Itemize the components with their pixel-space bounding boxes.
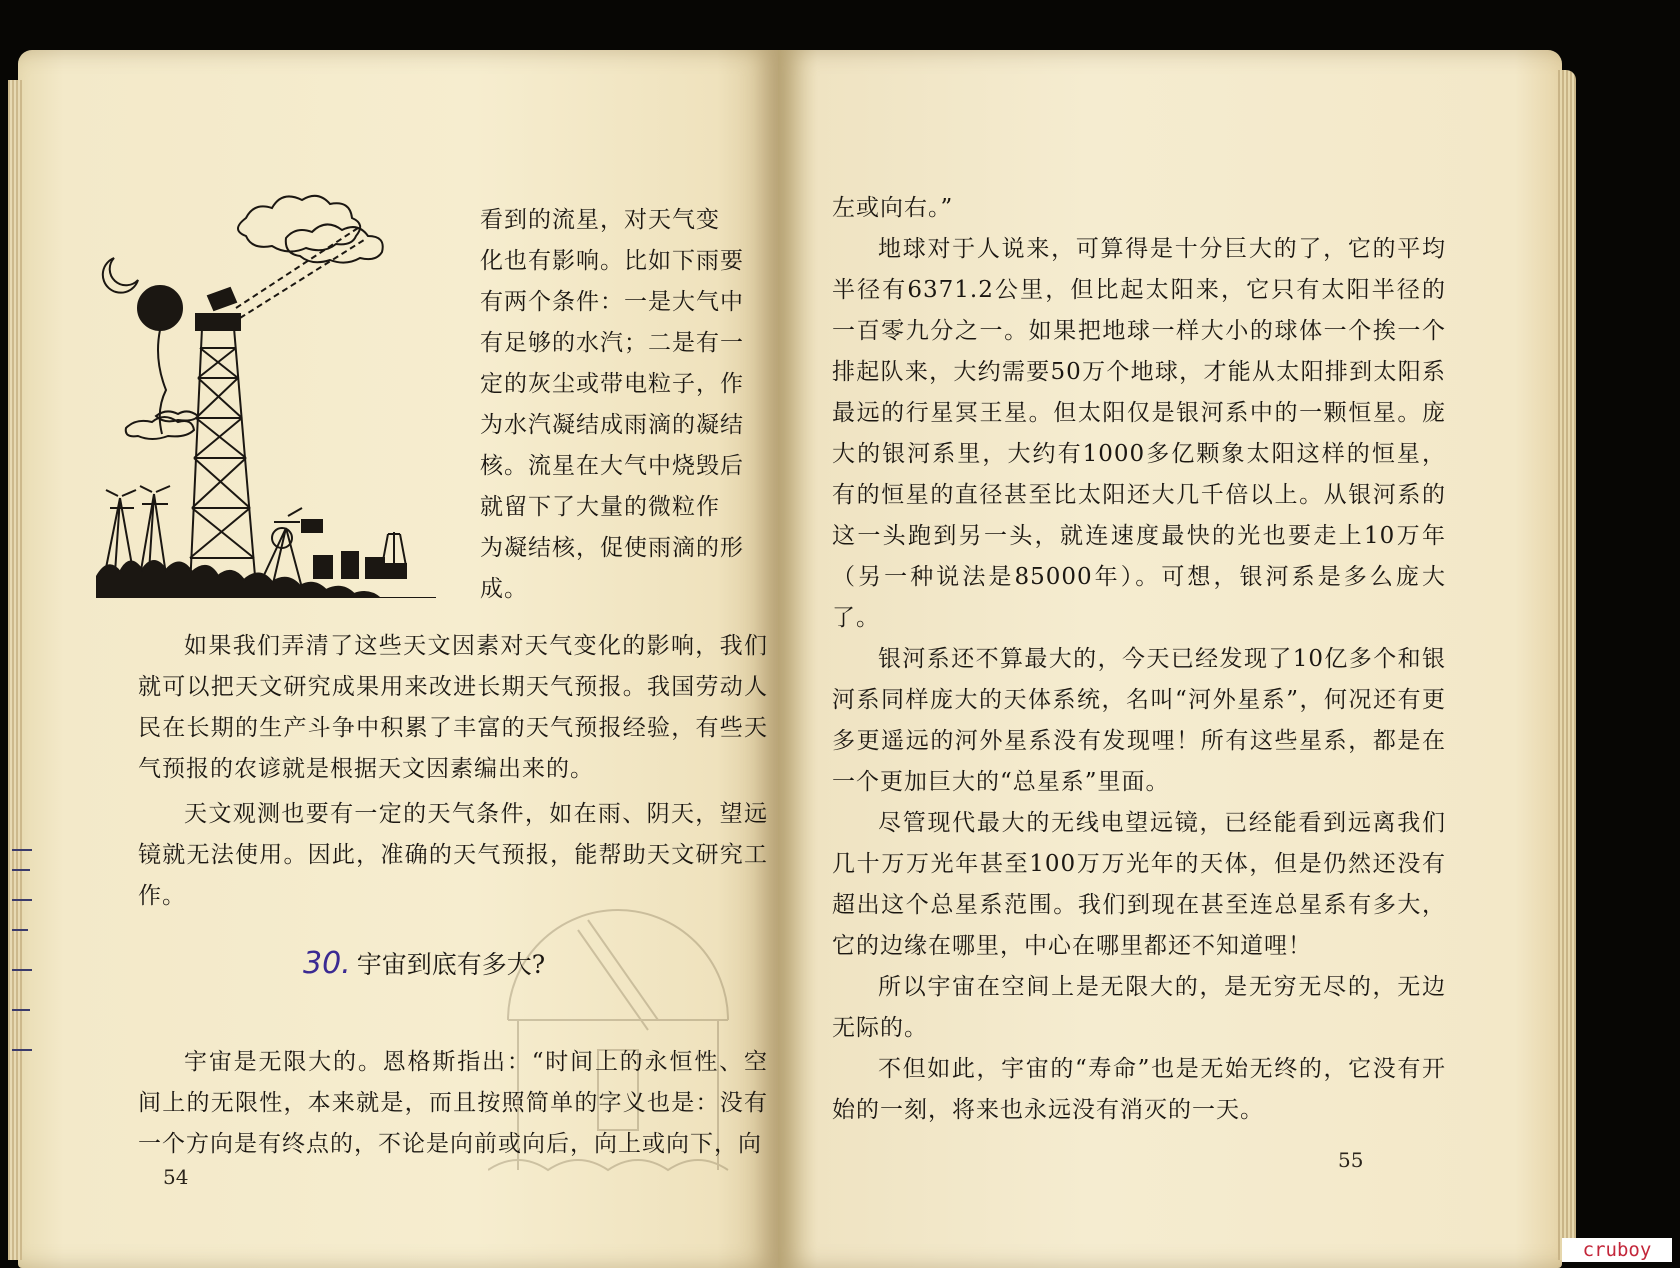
wrap-line-6: 为水汽凝结成雨滴的凝结	[480, 412, 744, 438]
wrap-text-block	[480, 200, 770, 610]
paragraph-infinite-time: 不但如此，宇宙的“寿命”也是无始无终的，它没有开始的一刻，将来也永远没有消灭的一天。	[832, 1056, 1446, 1123]
wrap-line-7: 核。流星在大气中烧毁后	[480, 453, 744, 479]
wrap-line-5: 定的灰尘或带电粒子，作	[480, 371, 744, 397]
open-book	[0, 40, 1580, 1268]
right-page-number: 55	[1338, 1148, 1364, 1172]
wrap-line-9: 为凝结核，促使雨滴的形	[480, 535, 744, 561]
paragraph-earth-size: 地球对于人说来，可算得是十分巨大的了，它的平均半径有6371.2公里，但比起太阳来，它只有太阳半径的一百零九分之一。如果把地球一样大小的球体一个挨一个排起队来，大约需要50万个地球，才能从太阳排到太阳系最远的行星冥王星。但太阳仅是银河系中的一颗恒星。庞大的银河系里，大约有1000多亿颗象太阳这样的恒星，有的恒星的直径甚至比太阳还大几千倍以上。从银河系的这一头跑到另一头，就连速度最快的光也要走上10万年（另一种说法是85000年）。可想，银河系是多么庞大了。	[832, 236, 1446, 631]
section-title: 宇宙到底有多大?	[356, 950, 546, 979]
wrap-line-3: 有两个条件：一是大气中	[480, 289, 744, 315]
wrap-line-8: 就留下了大量的微粒作	[480, 494, 720, 520]
margin-marks	[10, 830, 40, 1070]
watermark: cruboy	[1562, 1238, 1672, 1262]
paragraph-universe-infinite: 宇宙是无限大的。恩格斯指出：“时间上的永恒性、空间上的无限性，本来就是，而且按照简单的字义也是：没有一个方向是有终点的，不论是向前或向后，向上或向下，向	[138, 1049, 768, 1157]
right-page-edges	[1558, 70, 1576, 1260]
paragraph-quote-end: 左或向右。”	[832, 195, 954, 221]
right-page	[778, 50, 1562, 1268]
wrap-line-1: 看到的流星，对天气变	[480, 207, 720, 233]
left-page-number: 54	[163, 1165, 189, 1189]
paragraph-galaxies: 银河系还不算最大的，今天已经发现了10亿多个和银河系同样庞大的天体系统，名叫“河外星系”，何况还有更多更遥远的河外星系没有发现哩！所有这些星系，都是在一个更加巨大的“总星系”里面。	[832, 646, 1446, 795]
right-body-text	[832, 188, 1446, 1131]
weather-tower-illustration	[96, 178, 466, 598]
paragraph-observation: 天文观测也要有一定的天气条件，如在雨、阴天，望远镜就无法使用。因此，准确的天气预报，能帮助天文研究工作。	[138, 801, 768, 909]
section-heading	[303, 945, 545, 981]
wrap-line-10: 成。	[480, 576, 528, 602]
paragraph-infinite-space: 所以宇宙在空间上是无限大的，是无穷无尽的，无边无际的。	[832, 974, 1446, 1041]
wrap-line-4: 有足够的水汽；二是有一	[480, 330, 744, 356]
handwritten-section-number: 30.	[303, 946, 351, 981]
left-universe-text	[138, 1042, 768, 1165]
paragraph-forecast: 如果我们弄清了这些天文因素对天气变化的影响，我们就可以把天文研究成果用来改进长期天气预报。我国劳动人民在长期的生产斗争中积累了丰富的天气预报经验，有些天气预报的农谚就是根据天文因素编出来的。	[138, 633, 768, 782]
wrap-line-2: 化也有影响。比如下雨要	[480, 248, 744, 274]
left-page	[18, 50, 778, 1268]
paragraph-radio-telescope: 尽管现代最大的无线电望远镜，已经能看到远离我们几十万万光年甚至100万万光年的天体，但是仍然还没有超出这个总星系范围。我们到现在甚至连总星系有多大，它的边缘在哪里，中心在哪里都还不知道哩！	[832, 810, 1446, 959]
left-page-edges	[8, 80, 22, 1260]
